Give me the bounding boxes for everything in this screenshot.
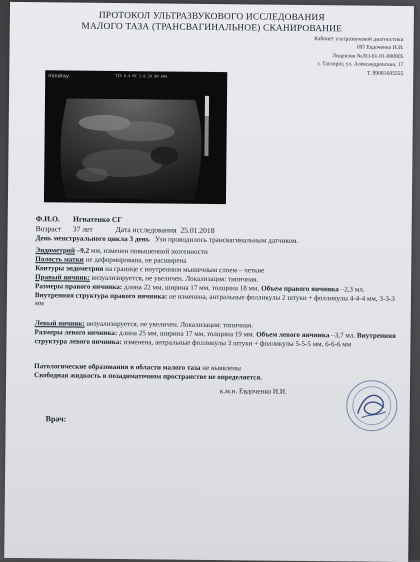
left-structure-value: изменена, антральные фолликулы 3 штуки + фолликулы 5-5-5 мм, 6-6-6 мм <box>123 337 352 349</box>
right-volume-label: Объем правого яичника <box>261 284 339 294</box>
left-volume-label: Объем левого яичника <box>256 330 330 340</box>
date-label: Дата исследования <box>115 225 177 235</box>
contour-label: Контуры эндометрия <box>35 264 104 273</box>
fio-value: Игнатенко СГ <box>73 214 123 225</box>
endometrium-value: –9,2 <box>76 246 90 255</box>
clinic-address: г. Таганрог, ул. Александровская, 17 <box>317 61 404 69</box>
protocol-title-line1: ПРОТОКОЛ УЛЬТРАЗВУКОВОГО ИССЛЕДОВАНИЯ <box>98 10 325 24</box>
right-ovary-label: Правый яичник: <box>35 273 90 282</box>
doctor-label: Врач: <box>45 414 67 424</box>
left-structure-label: Внутренняя структура левого яичника: <box>34 331 396 346</box>
doctor-name: к.м.н. Евдоченко И.И. <box>219 387 287 396</box>
clinic-line-2: ИП Евдоченко И.И. <box>356 44 404 52</box>
right-structure-value: не изменена, антральные фолликулы 2 штуки + фолликулы 4-4-4 мм, 3-3-3 мм <box>34 292 395 308</box>
right-ovary-value: визуализируется, не увеличен. Локализация: типичная. <box>91 273 259 284</box>
left-volume-value: –3,7 мл. <box>331 331 356 340</box>
patient-fio-row <box>36 214 123 224</box>
protocol-sheet <box>4 2 414 562</box>
pathology-value: не выявлены <box>202 363 241 373</box>
cycle-note: Узи проводилось трансвагинальным датчиком. <box>155 235 299 245</box>
right-structure-label: Внутренняя структура правого яичника: <box>34 290 168 301</box>
clinic-line-1: Кабинет ультразвуковой диагностики <box>314 36 404 44</box>
right-ovary-details <box>35 282 399 312</box>
age-label: Возраст <box>35 224 62 234</box>
left-ovary-label: Левый яичник: <box>34 319 85 328</box>
free-fluid-line: Свободная жидкость в позадиматочном пространстве не определяется. <box>34 371 262 382</box>
ultrasound-scan <box>44 70 227 204</box>
endometrium-label: Эндометрий <box>35 246 76 255</box>
right-volume-value: –2,3 мл. <box>340 285 365 294</box>
age-value: 37 лет <box>72 224 93 234</box>
right-size-label: Размеры правого яичника: <box>34 282 123 292</box>
left-size-label: Размеры левого яичника: <box>34 328 118 338</box>
cycle-label: День менструального цикла <box>35 234 128 244</box>
clinic-phone: Т. 89081695555 <box>366 70 404 77</box>
clinic-license: Лицензия №ЛО-61-01-000905 <box>332 53 404 60</box>
right-size-value: длина 22 мм, ширина 17 мм, толщина 18 мм. <box>123 283 260 293</box>
patient-age-row <box>36 224 215 235</box>
patient-cycle-row <box>35 234 298 246</box>
pathology-label: Патологические образования в области малого таза <box>34 362 201 372</box>
left-ovary-details <box>34 328 398 349</box>
clinic-info <box>233 34 403 78</box>
stamp-seal-icon <box>344 377 401 434</box>
left-ovary-value: визуализируется, не увеличен. Локализация: типичная. <box>86 319 254 330</box>
contour-value: на границе с внутренним мышечным слоем – четкие <box>105 264 265 275</box>
fio-label: Ф.И.О. <box>35 214 60 224</box>
protocol-title-line2: МАЛОГО ТАЗА (ТРАНСВАГИНАЛЬНОЕ) СКАНИРОВАНИЕ <box>81 21 343 35</box>
ultrasound-logo: mindray <box>48 73 69 80</box>
date-value: 25.01.2018 <box>180 225 215 236</box>
left-size-value: длина 25 мм, ширина 17 мм, толщина 19 мм. <box>118 329 255 339</box>
cavity-value: не деформирована, не расширена <box>85 255 187 265</box>
ultrasound-image <box>44 70 227 204</box>
ultrasound-info: TIS 0.4 MI 1.0 2D GN 60% <box>115 73 168 79</box>
endometrium-rest: мм, изменен повышенной эхогенности <box>90 246 208 256</box>
cycle-value: 3 день <box>129 235 150 244</box>
cavity-label: Полость матки <box>35 255 84 264</box>
